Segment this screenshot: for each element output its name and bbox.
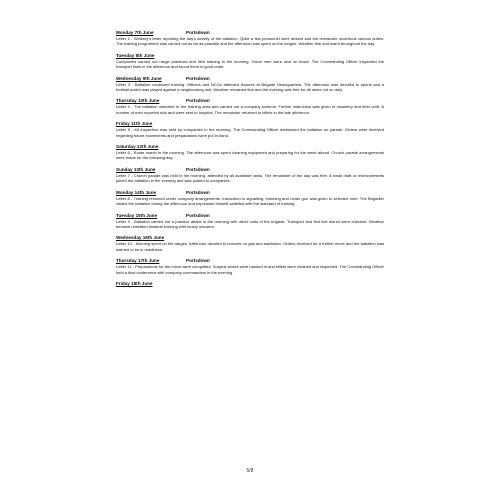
- page-number: 5/8: [246, 468, 254, 474]
- entry-date: Wednesday 9th June: [116, 75, 162, 81]
- entry-heading: [116, 190, 384, 196]
- entry-text: Letter 8 - Training resumed under company arrangements. Instruction in signalling, bombing and Lewis gun was given to selected men. The Brigadier visited the battalion during the afternoon and expressed himself satisfied with the standard of training.: [116, 195, 384, 207]
- entry-text: Letter 10 - Morning spent on the ranges. Afternoon devoted to lectures on gas and sanitation. Orders received for a further move and the battalion was warned to be in readiness.: [116, 241, 384, 252]
- entry-place: Portsdown: [186, 258, 210, 264]
- entry-text: Letter 4 - The battalion marched to the training area and carried out a company scheme. Further instruction was given in musketry and field craft. A number of men reported sick and were sent to hospital. The remainder returned to billets in the late afternoon.: [116, 104, 384, 115]
- diary-entry: [116, 98, 384, 115]
- entry-date: Friday 11th June: [116, 121, 153, 127]
- entry-date: Monday 14th June: [116, 189, 157, 195]
- diary-entry: [116, 235, 384, 252]
- entry-text: Letter 6 - Route march in the morning. The afternoon was spent cleaning equipment and preparing for the week ahead. Church parade arrangements were made for the following day.: [116, 150, 384, 161]
- diary-entry: [116, 30, 384, 47]
- entry-date: Thursday 10th June: [116, 98, 160, 104]
- entry-text: Letter 7 - Church parade was held in the morning, attended by all available ranks. The remainder of the day was free. A small draft of reinforcements joined the battalion in the evening and was posted to companies.: [116, 172, 384, 184]
- diary-entry: [116, 213, 384, 230]
- entry-heading: [116, 53, 384, 59]
- diary-entry: [116, 258, 384, 275]
- diary-entry: [116, 167, 384, 184]
- entry-text: Companies carried out range practices and field training in the morning. Some men were sent on leave. The Commanding Officer inspected the transport lines in the afternoon and found them in good order.: [116, 58, 384, 70]
- entry-text: Letter 2 - Whitney's letter reporting the day's activity of the battalion. Quite a few personnel were absent and the remainder undertook various duties. The training programme was carried out as far as possible and the afternoon was spent on the ranges. Weather fine and warm throughout the day.: [116, 36, 384, 47]
- entry-text: Letter 5 - Kit inspection was held by companies in the morning. The Commanding Officer addressed the battalion on parade. Orders were received regarding future movements and preparations were put in hand.: [116, 127, 384, 138]
- entry-date: Monday 7th June: [116, 30, 154, 35]
- entry-heading: [116, 76, 384, 82]
- diary-entry: [116, 190, 384, 207]
- diary-content: [116, 30, 384, 293]
- diary-entry: [116, 281, 384, 287]
- entry-date: Sunday 13th June: [116, 166, 156, 172]
- entry-place: Portsdown: [186, 30, 210, 35]
- diary-entry: [116, 121, 384, 138]
- entry-date: Tuesday 8th June: [116, 52, 155, 58]
- entry-heading: [116, 281, 384, 287]
- diary-entry: [116, 144, 384, 161]
- entry-place: Portsdown: [186, 189, 210, 195]
- entry-place: [186, 53, 384, 59]
- entry-date-trailing: Friday 18th June: [116, 280, 153, 286]
- diary-entry: [116, 76, 384, 93]
- entry-text: Letter 11 - Preparations for the move were completed. Surplus stores were handed in and billets were cleaned and inspected. The Commanding Officer held a final conference with company commanders in the evening.: [116, 264, 384, 275]
- entry-place: Portsdown: [186, 75, 210, 81]
- diary-entry: [116, 53, 384, 70]
- entry-place: Portsdown: [186, 166, 210, 172]
- entry-heading: [116, 167, 384, 173]
- entry-place: Portsdown: [186, 212, 210, 218]
- entry-date: Tuesday 15th June: [116, 212, 158, 218]
- entry-heading: [116, 213, 384, 219]
- entry-date: Thursday 17th June: [116, 258, 160, 264]
- entry-date: Saturday 12th June: [116, 144, 159, 150]
- entry-text: Letter 3 - Battalion continued training. Officers and NCOs attended lectures at Brigade Headquarters. The afternoon was devoted to sports and a football match was played against a neighbouring unit. Weather remained fine and the evening was free for all ranks not on duty.: [116, 81, 384, 93]
- entry-place: Portsdown: [186, 98, 210, 104]
- entry-date: Wednesday 16th June: [116, 235, 165, 241]
- entry-text: Letter 9 - Battalion carried out a practice attack in the morning with other units of the brigade. Transport and first line stores were checked. Weather became unsettled towards evening with heavy showers.: [116, 218, 384, 229]
